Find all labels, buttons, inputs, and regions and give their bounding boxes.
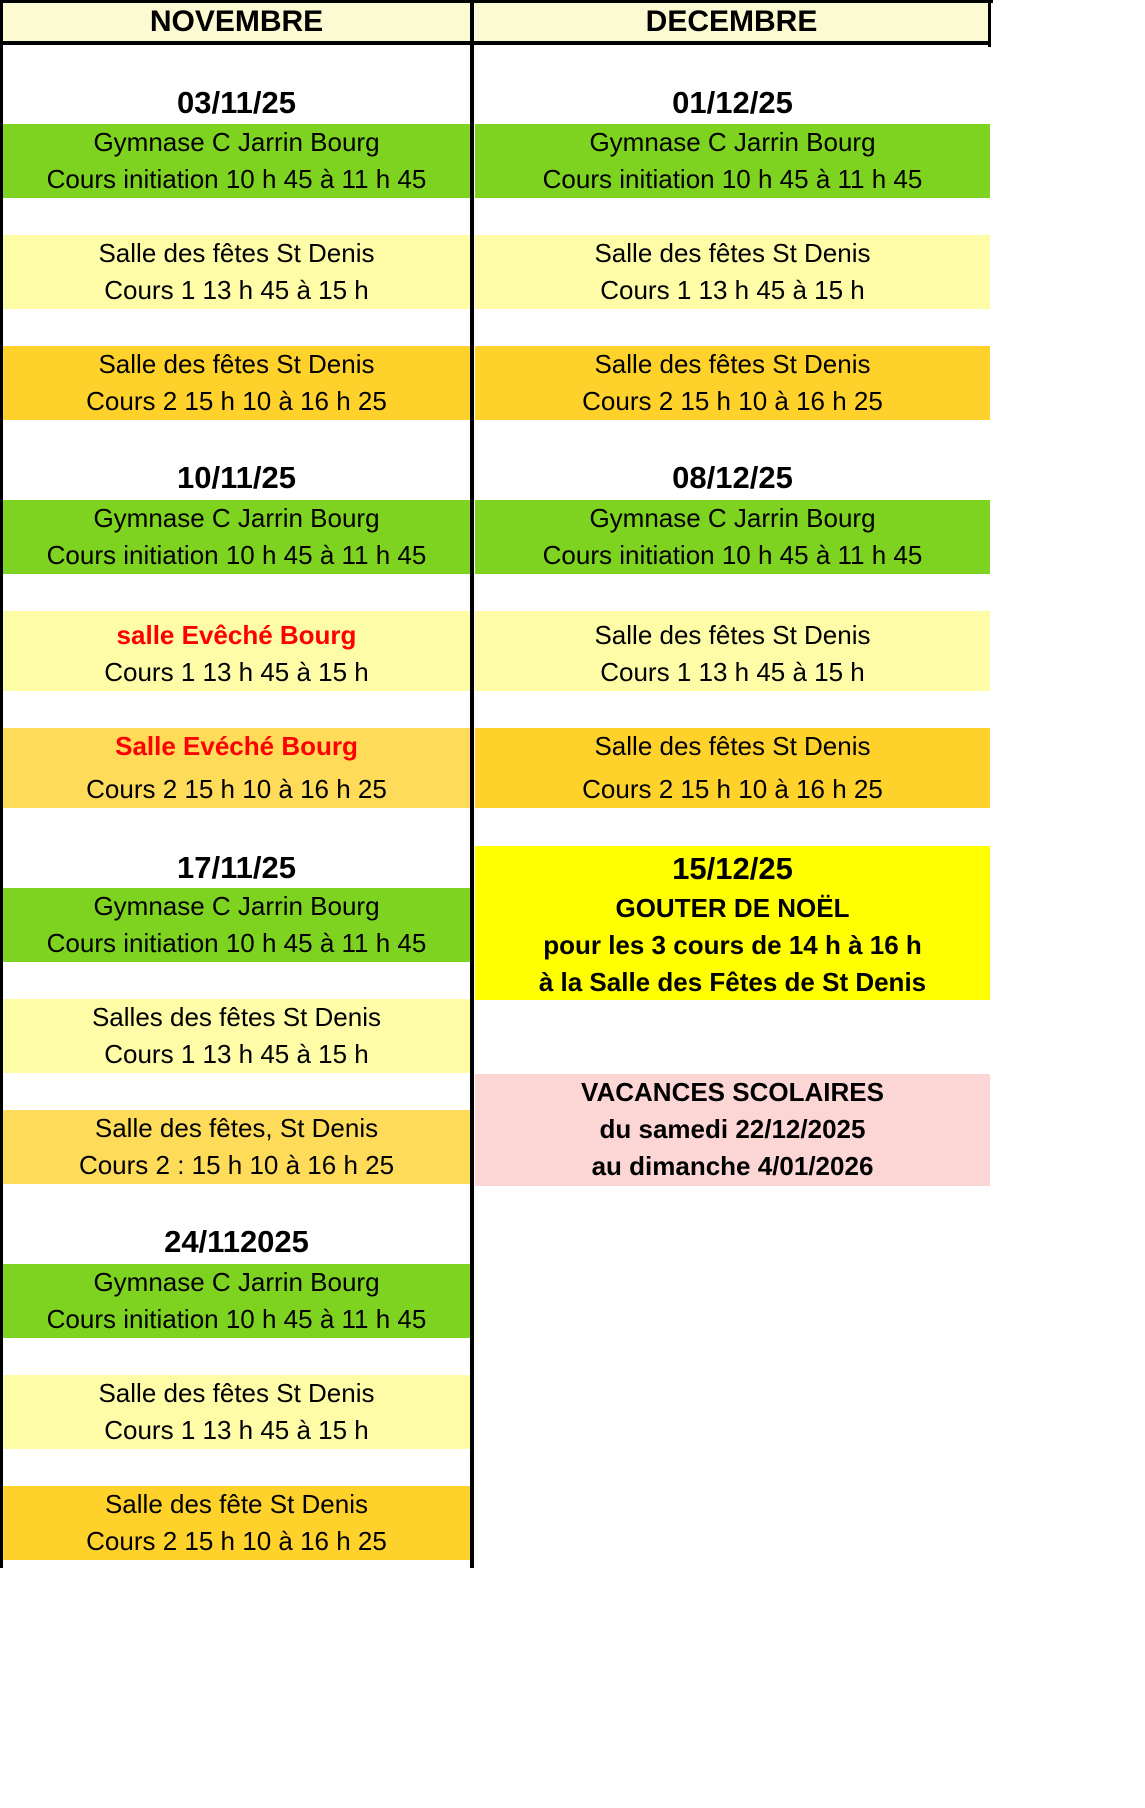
place-text: Salle des fêtes, St Denis — [94, 1113, 379, 1143]
place-text: Gymnase C Jarrin Bourg — [93, 503, 380, 533]
time-text: Cours 2 15 h 10 à 16 h 25 — [86, 1526, 387, 1556]
cours2-block — [475, 728, 990, 808]
spacer — [475, 691, 990, 728]
spacer — [3, 198, 470, 235]
spacer — [3, 962, 470, 999]
cours1-block — [3, 611, 470, 691]
cours2-block — [475, 346, 990, 420]
spacer — [3, 1449, 470, 1486]
place-text: Salle des fêtes St Denis — [594, 731, 871, 761]
date-label: 24/112025 — [164, 1224, 309, 1259]
border-top — [0, 0, 993, 3]
time-text: Cours 2 15 h 10 à 16 h 25 — [86, 774, 387, 804]
place-text: Salle des fêtes St Denis — [594, 349, 871, 379]
time-text: Cours 2 15 h 10 à 16 h 25 — [582, 386, 883, 416]
time-text: Cours 1 13 h 45 à 15 h — [104, 1415, 369, 1445]
spacer — [3, 574, 470, 611]
time-text: Cours 1 13 h 45 à 15 h — [600, 275, 865, 305]
cours2-block — [3, 1110, 470, 1184]
spacer — [475, 1000, 990, 1074]
place-text: Gymnase C Jarrin Bourg — [589, 503, 876, 533]
time-text: Cours initiation 10 h 45 à 11 h 45 — [46, 164, 427, 194]
column-divider — [470, 0, 474, 1568]
time-text: Cours initiation 10 h 45 à 11 h 45 — [46, 1304, 427, 1334]
date-label: 08/12/25 — [672, 460, 793, 495]
time-text: Cours 1 13 h 45 à 15 h — [104, 657, 369, 687]
place-text: Gymnase C Jarrin Bourg — [93, 127, 380, 157]
cours2-block — [3, 1486, 470, 1560]
date-label: 03/11/25 — [177, 85, 296, 120]
cours2-block — [3, 346, 470, 420]
cours1-block — [475, 611, 990, 691]
place-text: Salle des fêtes St Denis — [98, 238, 375, 268]
initiation-block — [3, 888, 470, 962]
cours1-block — [3, 1375, 470, 1449]
time-text: Cours 2 15 h 10 à 16 h 25 — [86, 386, 387, 416]
vacances-start: du samedi 22/12/2025 — [599, 1114, 866, 1144]
header-november: NOVEMBRE — [3, 3, 470, 44]
vacances-block — [475, 1074, 990, 1186]
border-right — [988, 0, 991, 47]
initiation-block — [475, 500, 990, 574]
time-text: Cours initiation 10 h 45 à 11 h 45 — [542, 164, 923, 194]
place-text: Salle des fêtes St Denis — [594, 620, 871, 650]
date-label: 10/11/25 — [177, 460, 296, 495]
spacer — [475, 198, 990, 235]
event-detail: pour les 3 cours de 14 h à 16 h — [543, 930, 922, 960]
header-december: DECEMBRE — [475, 3, 988, 44]
spacer — [3, 1073, 470, 1110]
time-text: Cours 2 15 h 10 à 16 h 25 — [582, 774, 883, 804]
event-location: à la Salle des Fêtes de St Denis — [538, 967, 927, 997]
time-text: Cours 2 : 15 h 10 à 16 h 25 — [78, 1150, 395, 1180]
place-text: Salle des fêtes St Denis — [98, 1378, 375, 1408]
cours1-block — [3, 235, 470, 309]
time-text: Cours 1 13 h 45 à 15 h — [104, 1039, 369, 1069]
date-label: 01/12/25 — [672, 85, 793, 120]
time-text: Cours initiation 10 h 45 à 11 h 45 — [542, 540, 923, 570]
spacer — [475, 309, 990, 346]
initiation-block — [475, 124, 990, 198]
november-column — [3, 47, 470, 1560]
time-text: Cours 1 13 h 45 à 15 h — [104, 275, 369, 305]
time-text: Cours 1 13 h 45 à 15 h — [600, 657, 865, 687]
place-text: Salle des fêtes St Denis — [98, 349, 375, 379]
time-text: Cours initiation 10 h 45 à 11 h 45 — [46, 928, 427, 958]
vacances-end: au dimanche 4/01/2026 — [591, 1151, 874, 1181]
cours2-block — [3, 728, 470, 808]
place-text: Salle des fêtes St Denis — [594, 238, 871, 268]
place-text: Gymnase C Jarrin Bourg — [93, 891, 380, 921]
spacer — [3, 691, 470, 728]
time-text: Cours initiation 10 h 45 à 11 h 45 — [46, 540, 427, 570]
december-column — [475, 47, 990, 1186]
spacer — [3, 309, 470, 346]
vacances-title: VACANCES SCOLAIRES — [581, 1077, 884, 1107]
spacer — [475, 808, 990, 846]
date-label: 15/12/25 — [672, 851, 793, 886]
initiation-block — [3, 1264, 470, 1338]
initiation-block — [3, 124, 470, 198]
cours1-block — [475, 235, 990, 309]
header-bottom-border — [0, 41, 991, 45]
gouter-noel-block — [475, 846, 990, 1000]
place-text: Gymnase C Jarrin Bourg — [93, 1267, 380, 1297]
date-label: 17/11/25 — [177, 850, 296, 885]
initiation-block — [3, 500, 470, 574]
place-text: Salle des fête St Denis — [104, 1489, 369, 1519]
place-text: salle Evêché Bourg — [116, 620, 357, 650]
place-text: Salle Evéché Bourg — [115, 731, 358, 761]
place-text: Salles des fêtes St Denis — [91, 1002, 382, 1032]
place-text: Gymnase C Jarrin Bourg — [589, 127, 876, 157]
spacer — [3, 1338, 470, 1375]
spacer — [475, 574, 990, 611]
cours1-block — [3, 999, 470, 1073]
event-title: GOUTER DE NOËL — [615, 893, 850, 923]
